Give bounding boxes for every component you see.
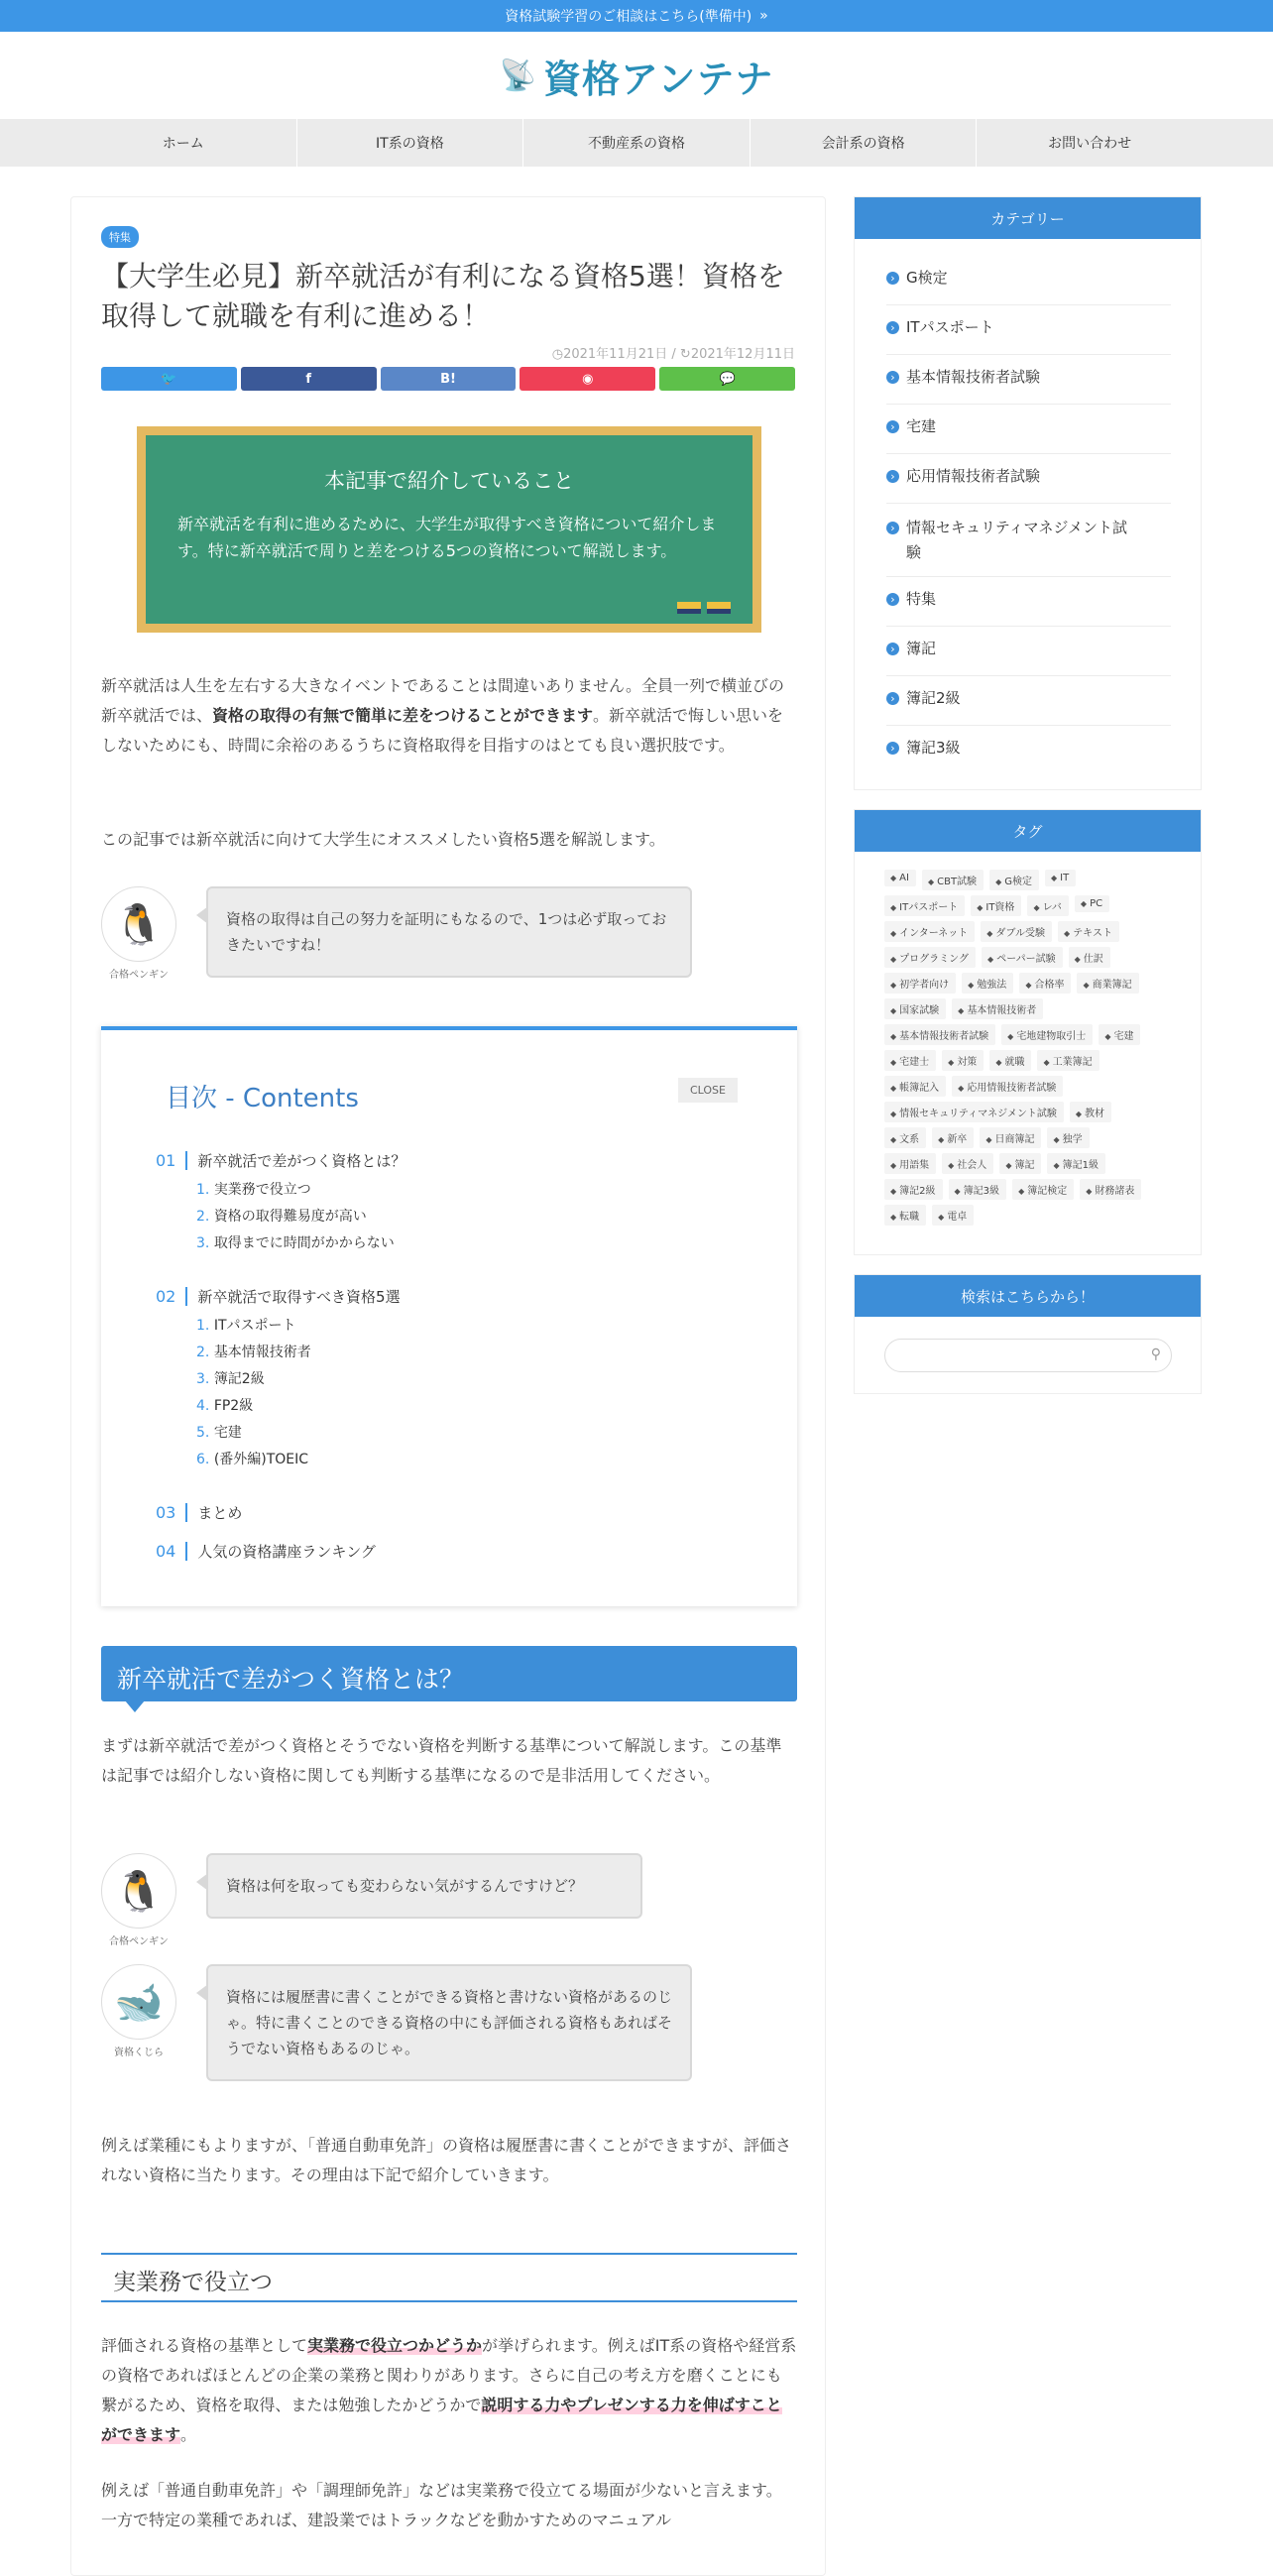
tag-link[interactable]: ◆ 初学者向け (884, 973, 956, 994)
antenna-icon: 📡 (499, 58, 537, 93)
toc-title: 目次 - Contents (166, 1084, 359, 1113)
tag-link[interactable]: ◆ 用語集 (884, 1153, 936, 1174)
category-link[interactable]: › 簿記2級 (886, 686, 1139, 711)
tag-link[interactable]: ◆ 日商簿記 (980, 1127, 1041, 1148)
tag-link[interactable]: ◆ 宅建 (1099, 1024, 1140, 1045)
tag-link[interactable]: ◆ ITパスポート (884, 895, 965, 916)
article-title: 【大学生必見】新卒就活が有利になる資格5選！資格を取得して就職を有利に進める！ (101, 260, 785, 332)
board-text: 新卒就活を有利に進めるために、大学生が取得すべき資格について紹介します。特に新卒就活で周りと差をつける5つの資格について解説します。 (177, 515, 717, 560)
speech-whale (101, 1964, 795, 2093)
tag-link[interactable]: ◆ 社会人 (942, 1153, 993, 1174)
article-dates: ◷2021年11月21日 / ↻2021年12月11日 (551, 347, 795, 362)
nav-item-it[interactable]: IT系の資格 (297, 119, 524, 167)
toc-subitem[interactable]: 1. 実業務で役立つ (196, 1182, 311, 1198)
refresh-icon: ↻ (679, 347, 691, 362)
toc-subitem[interactable]: 3. 取得までに時間がかからない (196, 1235, 395, 1251)
whale-avatar: 🐋 (101, 1964, 176, 2040)
tag-link[interactable]: ◆ 基本情報技術者 (952, 998, 1043, 1019)
speaker-name: 合格ペンギン (109, 970, 169, 981)
tag-link[interactable]: ◆ 対策 (942, 1050, 984, 1071)
tag-link[interactable]: ◆ 簿記検定 (1012, 1179, 1074, 1200)
twitter-share-button[interactable]: 🐦 (101, 367, 237, 391)
nav-item-contact[interactable]: お問い合わせ (1048, 136, 1132, 152)
category-link[interactable]: › 特集 (886, 587, 1139, 612)
tag-link[interactable]: ◆ PC (1075, 895, 1109, 912)
search-input[interactable] (884, 1339, 1172, 1372)
widget-title: タグ (855, 810, 1201, 852)
search-widget (854, 1274, 1202, 1394)
summary-chalkboard (137, 426, 761, 633)
top-announcement-bar[interactable] (0, 0, 1273, 32)
site-logo-text: 資格アンテナ (542, 56, 774, 101)
tag-link[interactable]: ◆ IT資格 (971, 895, 1021, 916)
tag-link[interactable]: ◆ ペーパー試験 (982, 947, 1063, 968)
nav-item-accounting[interactable]: 会計系の資格 (751, 119, 978, 167)
published-date: 2021年11月21日 (563, 347, 668, 362)
widget-title: 検索はこちらから！ (855, 1275, 1201, 1317)
section-paragraph: 例えば業種にもよりますが、「普通自動車免許」の資格は履歴書に書くことができますが、評価されない資格に当たります。その理由は下記で紹介していきます。 (101, 2136, 792, 2184)
tag-link[interactable]: ◆ 教材 (1070, 1102, 1111, 1122)
tag-link[interactable]: ◆ 簿記 (999, 1153, 1041, 1174)
tag-link[interactable]: ◆ 情報セキュリティマネジメント試験 (884, 1102, 1064, 1122)
speech-penguin-2 (101, 1853, 795, 1952)
toc-subitem[interactable]: 1. ITパスポート (196, 1318, 296, 1334)
penguin-avatar: 🐧 (101, 886, 176, 962)
tag-link[interactable]: ◆ 合格率 (1019, 973, 1071, 994)
category-link[interactable]: › G検定 (886, 266, 1139, 291)
tag-link[interactable]: ◆ 転職 (884, 1205, 926, 1226)
toc-section[interactable]: 02 新卒就活で取得すべき資格5選 (156, 1287, 401, 1306)
hatena-share-button[interactable]: B! (381, 367, 517, 391)
tag-link[interactable]: ◆ G検定 (989, 870, 1039, 890)
nav-item-realestate[interactable]: 不動産系の資格 (523, 119, 751, 167)
global-nav (0, 119, 1273, 167)
line-share-button[interactable]: 💬 (659, 367, 795, 391)
tag-link[interactable]: ◆ 商業簿記 (1077, 973, 1138, 994)
intro-emphasis: 資格の取得の有無で簡単に差をつけることができます (212, 706, 594, 725)
tag-link[interactable]: ◆ 勉強法 (962, 973, 1013, 994)
tag-link[interactable]: ◆ 電卓 (932, 1205, 974, 1226)
share-buttons (101, 367, 795, 391)
category-link[interactable]: › 応用情報技術者試験 (886, 464, 1139, 489)
toc-subitem[interactable]: 3. 簿記2級 (196, 1371, 265, 1387)
search-icon[interactable]: ⚲ (1150, 1347, 1161, 1362)
category-link[interactable]: › 宅建 (886, 414, 1139, 439)
section-paragraph: 例えば「普通自動車免許」や「調理師免許」などは実業務で役立てる場面が少ないと言えます。一方で特定の業種であれば、建設業ではトラックなどを動かすためのマニュアル (101, 2481, 782, 2529)
toc-subitem[interactable]: 2. 基本情報技術者 (196, 1345, 311, 1360)
tag-widget (854, 809, 1202, 1255)
eraser-icon (677, 602, 701, 614)
category-link[interactable]: › ITパスポート (886, 315, 1139, 340)
tag-link[interactable]: ◆ 新卒 (932, 1127, 974, 1148)
intro-paragraph: 新卒就活は人生を左右する大きなイベントであることは間違いありません。全員一列で横並びの新卒就活では、資格の取得の有無で簡単に差をつけることができます。新卒就活で悔しい思いをしないためにも、時間に余裕のあるうちに資格取得を目指すのはとても良い選択肢です。 (101, 676, 784, 755)
tag-link[interactable]: ◆ レバ (1027, 895, 1068, 916)
facebook-share-button[interactable]: f (241, 367, 377, 391)
table-of-contents (101, 1026, 797, 1606)
site-header (0, 32, 1273, 119)
tag-link[interactable]: ◆ IT (1045, 870, 1076, 886)
updated-date: 2021年12月11日 (690, 347, 795, 362)
tag-link[interactable]: ◆ 簿記3級 (949, 1179, 1007, 1200)
tag-link[interactable]: ◆ プログラミング (884, 947, 976, 968)
tag-link[interactable]: ◆ 就職 (989, 1050, 1031, 1071)
tag-link[interactable]: ◆ 国家試験 (884, 998, 946, 1019)
tag-link[interactable]: ◆ 独学 (1047, 1127, 1089, 1148)
tag-link[interactable]: ◆ 応用情報技術者試験 (952, 1076, 1063, 1097)
tag-link[interactable]: ◆ 宅建士 (884, 1050, 936, 1071)
toc-section[interactable]: 04 人気の資格講座ランキング (156, 1542, 376, 1561)
tag-link[interactable]: ◆ 財務諸表 (1080, 1179, 1141, 1200)
speech-bubble: 資格は何を取っても変わらない気がするんですけど？ (206, 1853, 642, 1919)
widget-title: カテゴリー (855, 197, 1201, 239)
category-link[interactable]: › 基本情報技術者試験 (886, 365, 1139, 390)
category-widget (854, 196, 1202, 790)
clock-icon: ◷ (551, 347, 564, 362)
toc-subitem[interactable]: 6. (番外編)TOEIC (196, 1452, 309, 1467)
tag-link[interactable]: ◆ 文系 (884, 1127, 926, 1148)
speech-bubble: 資格には履歴書に書くことができる資格と書けない資格があるのじゃ。特に書くことのできる資格の中にも評価される資格もあればそうでない資格もあるのじゃ。 (206, 1964, 692, 2081)
speech-penguin-1 (101, 886, 795, 986)
speaker-name: 資格くじら (114, 2048, 164, 2058)
article-container (70, 196, 826, 2576)
section-paragraph: まずは新卒就活で差がつく資格とそうでない資格を判断する基準について解説します。この基準は記事では紹介しない資格に関しても判断する基準になるので是非活用してください。 (101, 1736, 782, 1785)
tag-link[interactable]: ◆ CBT試験 (922, 870, 984, 890)
tag-link[interactable]: ◆ 工業簿記 (1037, 1050, 1099, 1071)
announcement-text[interactable]: 資格試験学習のご相談はこちら(準備中) (505, 9, 752, 25)
category-link[interactable]: › 簿記3級 (886, 736, 1139, 761)
tag-link[interactable]: ◆ AI (884, 870, 916, 886)
toc-subitem[interactable]: 4. FP2級 (196, 1398, 254, 1414)
pocket-share-button[interactable]: ◉ (520, 367, 655, 391)
double-chevron-right-icon: » (759, 8, 768, 24)
toc-section[interactable]: 01 新卒就活で差がつく資格とは？ (156, 1151, 406, 1170)
board-title: 本記事で紹介していること (324, 469, 574, 493)
tag-link[interactable]: ◆ 基本情報技術者試験 (884, 1024, 995, 1045)
section-paragraph: 評価される資格の基準として実業務で役立つかどうかが挙げられます。例えばIT系の資格や経営系の資格であればほとんどの企業の業務と関わりがあります。さらに自己の考え方を磨くことにも繋がるため、資格を取得、または勉強したかどうかで説明する力やプレゼンする力を伸ばすことができます。 (101, 2336, 797, 2444)
toc-close-button[interactable]: CLOSE (678, 1078, 738, 1103)
speech-bubble: 資格の取得は自己の努力を証明にもなるので、1つは必ず取っておきたいですね！ (206, 886, 692, 978)
section-heading: 新卒就活で差がつく資格とは？ (101, 1646, 797, 1701)
tag-link[interactable]: ◆ インターネット (884, 921, 975, 942)
speaker-name: 合格ペンギン (109, 1936, 169, 1947)
tag-link[interactable]: ◆ 簿記2級 (884, 1179, 943, 1200)
tag-link[interactable]: ◆ 仕訳 (1069, 947, 1110, 968)
subsection-heading: 実業務で役立つ (101, 2253, 797, 2302)
tag-link[interactable]: ◆ ダブル受験 (981, 921, 1052, 942)
tag-link[interactable]: ◆ 宅地建物取引士 (1001, 1024, 1093, 1045)
category-badge[interactable]: 特集 (101, 226, 139, 248)
category-link[interactable]: › 情報セキュリティマネジメント試験 (886, 516, 1139, 565)
intro-paragraph-2: この記事では新卒就活に向けて大学生にオススメしたい資格5選を解説します。 (101, 830, 665, 849)
penguin-avatar: 🐧 (101, 1853, 176, 1929)
toc-subitem[interactable]: 5. 宅建 (196, 1425, 242, 1441)
site-logo[interactable] (500, 49, 774, 103)
toc-section[interactable]: 03 まとめ (156, 1503, 243, 1522)
category-link[interactable]: › 簿記 (886, 637, 1139, 661)
tag-link[interactable]: ◆ 帳簿記入 (884, 1076, 946, 1097)
toc-subitem[interactable]: 2. 資格の取得難易度が高い (196, 1209, 367, 1225)
eraser-icon (707, 602, 731, 614)
tag-link[interactable]: ◆ テキスト (1058, 921, 1119, 942)
nav-item-home[interactable]: ホーム (70, 119, 297, 167)
tag-link[interactable]: ◆ 簿記1級 (1047, 1153, 1105, 1174)
